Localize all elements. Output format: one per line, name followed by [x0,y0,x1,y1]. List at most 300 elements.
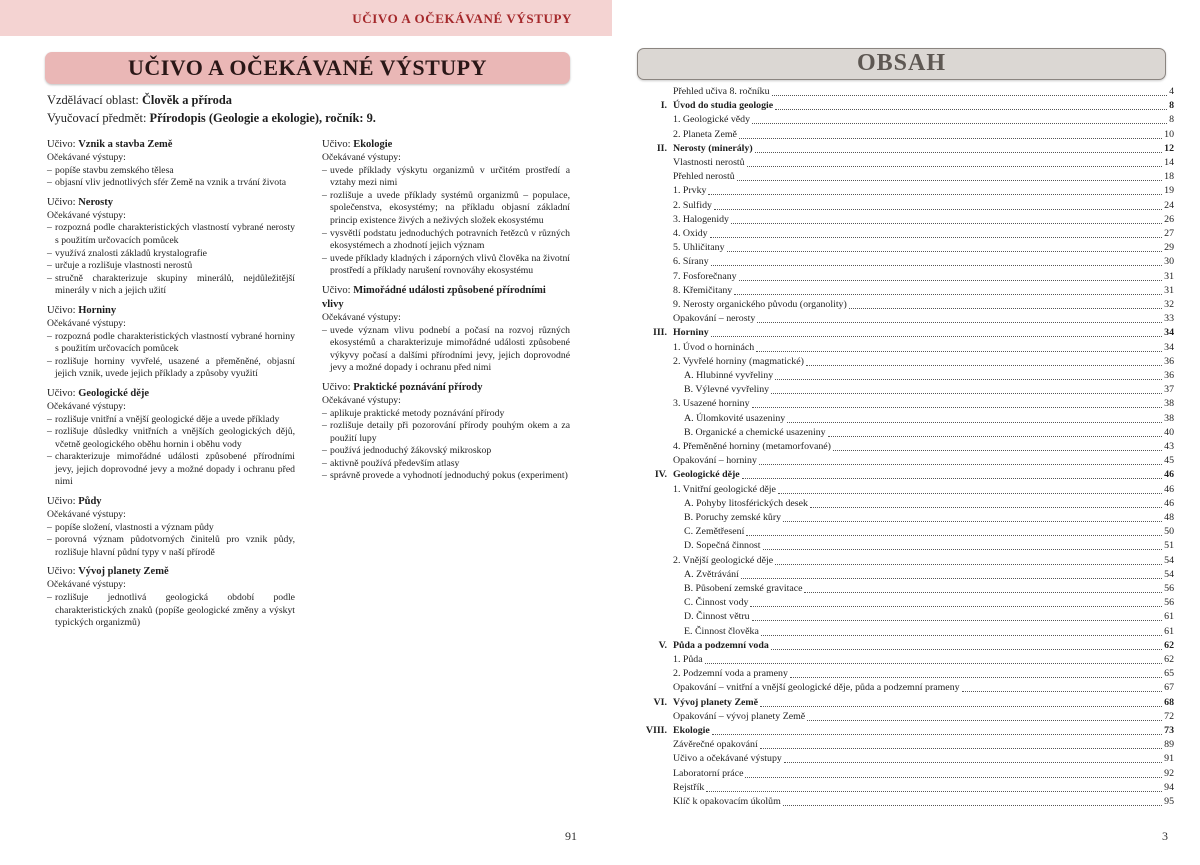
toc-entry-label: Nerosty (minerály) [673,142,753,154]
toc-entry[interactable] [660,99,1174,113]
toc-page-number: 29 [1164,242,1174,254]
outcome-item [322,190,570,228]
toc-entry[interactable] [673,554,1174,568]
dash-bullet: – [47,222,52,234]
section-title [322,381,570,395]
toc-entry-label: A. Úlomkovité usazeniny [684,412,786,424]
toc-page-number: 34 [1164,327,1174,339]
toc-entry[interactable] [684,625,1174,639]
toc-entry[interactable] [673,199,1174,213]
toc-page-number: 62 [1164,639,1174,651]
toc-entry-label: 9. Nerosty organického původu (organolity) [673,299,847,310]
education-area-value: Člověk a příroda [141,93,232,107]
toc-entry[interactable] [673,298,1174,312]
toc-entry[interactable] [673,667,1174,681]
outcome-text: rozpozná podle charakteristických vlastností vybrané nerosty s použitím určovacích pomůcek [55,222,295,246]
toc-page-number: 31 [1164,284,1174,296]
toc-entry-label: 8. Křemičitany [673,284,733,296]
section-label: Učivo: [47,387,79,399]
toc-page-number: 43 [1164,441,1174,452]
toc-page-number: 34 [1164,341,1174,353]
toc-dot-leader [706,791,1162,792]
outcome-text: určuje a rozlišuje vlastnosti nerostů [55,260,193,272]
running-header [0,0,612,36]
outcome-item [47,592,295,630]
toc-entry[interactable] [658,639,1174,653]
toc-page-number: 46 [1164,469,1174,481]
toc-dot-leader [775,379,1162,380]
outcomes-heading: Očekávané výstupy: [47,579,126,591]
toc-page-number: 61 [1164,611,1174,623]
toc-entry-label: 1. Úvod o horninách [673,341,755,353]
toc-entry[interactable] [673,752,1174,766]
toc-entry[interactable] [684,568,1174,582]
toc-entry-label: Přehled nerostů [673,171,735,183]
toc-entry-label: C. Zemětřesení [684,526,745,538]
toc-dot-leader [806,365,1162,366]
toc-page-number: 62 [1164,654,1174,665]
toc-page-number: 50 [1164,526,1174,538]
toc-entry-label: A. Hlubinné vyvřeliny [684,370,774,381]
toc-entry[interactable] [684,369,1174,383]
toc-dot-leader [737,180,1162,181]
outcome-item [47,260,295,273]
dash-bullet: – [47,451,52,463]
toc-chapter-numeral: V. [658,639,667,651]
section-label: Učivo: [47,566,79,578]
toc-entry[interactable] [656,142,1174,156]
dash-bullet: – [47,330,52,342]
toc-dot-leader [742,478,1162,479]
toc-page-number: 40 [1164,426,1174,438]
section-title [47,196,295,210]
toc-page-number: 37 [1164,384,1174,396]
toc-entry[interactable] [645,724,1174,738]
toc-entry[interactable] [673,795,1174,809]
education-area-label: Vzdělávací oblast: [47,93,142,107]
outcome-item [47,177,295,190]
toc-page-number: 38 [1164,412,1174,424]
toc-page-number: 56 [1164,597,1174,609]
toc-entry[interactable] [673,710,1174,724]
outcome-text: správně provede a vyhodnotí jednoduchý pokus (experiment) [330,470,568,482]
outcome-text: aktivně používá především atlasy [330,457,460,469]
curriculum-section [47,387,295,489]
toc-entry[interactable] [684,511,1174,525]
outcome-text: rozlišuje horniny vyvřelé, usazené a přeměněné, objasní jejich vznik, uvede jejich příklady a způsoby využití [55,355,295,380]
toc-entry-label: A. Pohyby litosférických desek [684,497,808,509]
toc-dot-leader [790,677,1162,678]
page-number-left: 91 [565,829,577,843]
toc-dot-leader [761,635,1162,636]
outcome-text: vysvětlí podstatu jednoduchých potravních řetězců v různých ekosystémech a zhodnotí jejich význam [330,227,570,252]
toc-entry[interactable] [673,156,1174,170]
section-name: Vývoj planety Země [78,566,169,578]
outcome-text: rozlišuje vnitřní a vnější geologické děje a uvede příklady [55,413,280,425]
toc-dot-leader [714,209,1162,210]
outcome-item [47,248,295,261]
toc-dot-leader [711,336,1162,337]
toc-entry[interactable] [673,113,1174,127]
outcome-text: uvede příklady kladných i záporných vlivů člověka na životní prostředí a příklady narušení rovnováhy ekosystému [330,252,570,277]
toc-page-number: 36 [1164,370,1174,381]
toc-dot-leader [784,762,1162,763]
outcome-text: rozlišuje detaily při pozorování přírody pouhým okem a za použití lupy [330,420,570,444]
toc-dot-leader [731,223,1162,224]
toc-entry-label: 2. Vyvřelé horniny (magmatické) [673,355,804,367]
toc-entry[interactable] [673,227,1174,241]
toc-dot-leader [775,564,1162,565]
dash-bullet: – [47,177,52,189]
dash-bullet: – [322,189,327,201]
toc-dot-leader [828,436,1163,437]
toc-entry-label: 2. Podzemní voda a prameny [673,668,788,680]
section-label: Učivo: [47,139,79,150]
toc-entry[interactable] [653,326,1174,340]
outcome-text: využívá znalosti základů krystalografie [55,247,207,259]
section-title [47,138,295,152]
toc-entry-label: A. Zvětrávání [684,568,739,580]
toc-entry[interactable] [684,582,1174,596]
toc-dot-leader [775,109,1167,110]
dash-bullet: – [322,164,327,176]
toc-dot-leader [708,194,1162,195]
toc-entry-label: 2. Sulfidy [673,199,712,211]
section-name: Praktické poznávání přírody [353,381,483,393]
toc-dot-leader [727,251,1163,252]
outcome-item [322,445,570,458]
toc-chapter-numeral: II. [656,142,667,154]
toc-dot-leader [752,123,1167,124]
toc-entry[interactable] [684,426,1174,440]
dash-bullet: – [322,252,327,264]
toc-entry-label: 1. Prvky [673,185,707,197]
toc-entry[interactable] [673,85,1174,99]
dash-bullet: – [322,324,327,336]
toc-dot-leader [750,606,1162,607]
toc-entry-label: E. Činnost člověka [684,625,759,637]
outcomes-heading: Očekávané výstupy: [47,509,126,521]
toc-page-number: 4 [1169,86,1174,97]
dash-bullet: – [47,272,52,284]
toc-dot-leader [752,407,1163,408]
outcome-text: aplikuje praktické metody poznávání přírody [330,407,505,419]
toc-page-number: 89 [1164,739,1174,751]
dash-bullet: – [47,426,52,438]
outcome-item [322,470,570,483]
toc-entry-label: Přehled učiva 8. ročníku [673,86,770,97]
outcome-item [322,408,570,421]
toc-page-number: 56 [1164,583,1174,594]
toc-entry-label: B. Působení zemské gravitace [684,583,803,594]
subject-value: Přírodopis (Geologie a ekologie), ročník: 9. [149,111,376,125]
outcomes-heading: Očekávané výstupy: [47,152,126,163]
outcome-text: používá jednoduchý žákovský mikroskop [330,445,492,457]
dash-bullet: – [47,521,52,533]
toc-dot-leader [759,464,1162,465]
toc-entry-label: D. Činnost větru [684,611,750,623]
toc-page-number: 65 [1164,668,1174,680]
outcome-item [47,356,295,381]
toc-entry[interactable] [684,525,1174,539]
toc-dot-leader [741,578,1162,579]
dash-bullet: – [322,407,327,419]
section-name: Geologické děje [78,387,150,399]
outcome-text: stručně charakterizuje skupiny minerálů, nejdůležitější minerály v nich a jejich užití [55,272,295,297]
toc-dot-leader [739,138,1162,139]
toc-chapter-numeral: VI. [653,696,667,708]
toc-entry[interactable] [673,270,1174,284]
outcome-text: popíše stavbu zemského tělesa [55,164,174,176]
toc-dot-leader [734,294,1162,295]
toc-entry[interactable] [673,213,1174,227]
outcome-item [47,165,295,178]
section-title [47,387,295,401]
toc-entry[interactable] [654,468,1174,482]
toc-entry[interactable] [673,454,1174,468]
toc-dot-leader [787,422,1162,423]
toc-dot-leader [756,351,1162,352]
toc-dot-leader [760,706,1162,707]
section-name: Půdy [78,496,102,508]
toc-entry[interactable] [653,696,1174,710]
outcomes-heading: Očekávané výstupy: [322,152,401,163]
outcome-text: rozpozná podle charakteristických vlastností vybrané horniny s použitím určovacích pomůcek [55,330,295,355]
outcomes-heading: Očekávané výstupy: [47,400,126,412]
curriculum-column-right [322,138,570,489]
toc-entry-label: 1. Vnitřní geologické děje [673,483,776,495]
section-label: Učivo: [47,496,79,508]
toc-entry-label: Vývoj planety Země [673,696,759,708]
outcome-item [322,165,570,190]
toc-entry-label: Horniny [673,327,709,339]
toc-chapter-numeral: III. [653,327,667,339]
outcome-item [47,522,295,535]
toc-page-number: 51 [1164,540,1174,552]
toc-entry-label: Geologické děje [673,469,740,481]
running-header-text: UČIVO A OČEKÁVANÉ VÝSTUPY [352,11,572,26]
toc-page-number: 33 [1164,313,1174,325]
dash-bullet: – [47,247,52,259]
toc-entry-label: 3. Halogenidy [673,213,729,225]
toc-entry[interactable] [673,483,1174,497]
toc-dot-leader [849,308,1162,309]
toc-page-number: 18 [1164,171,1174,183]
toc-entry[interactable] [673,781,1174,795]
section-title [322,284,570,312]
toc-entry[interactable] [673,738,1174,752]
toc-entry-label: Závěrečné opakování [673,739,758,751]
toc-entry-label: Učivo a očekávané výstupy [673,753,782,765]
toc-page-number: 95 [1164,796,1174,807]
section-title [47,565,295,579]
toc-entry[interactable] [673,255,1174,269]
toc-entry[interactable] [673,312,1174,326]
outcome-item [322,325,570,375]
toc-dot-leader [783,521,1162,522]
toc-entry-label: Laboratorní práce [673,767,744,779]
section-name: Ekologie [353,139,393,150]
toc-entry[interactable] [684,610,1174,624]
toc-entry[interactable] [673,653,1174,667]
toc-page-number: 10 [1164,128,1174,140]
toc-page-number: 94 [1164,781,1174,793]
toc-page-number: 46 [1164,497,1174,509]
outcome-text: rozlišuje jednotlivá geologická období podle charakteristických znaků (popíše geologické změny a výskyt typických organizmů) [55,592,295,629]
outcome-text: rozlišuje důsledky vnitřních a vnějších geologických dějů, včetně geologického oběhu hornin i oběhu vody [55,426,295,450]
curriculum-section [47,196,295,298]
toc-dot-leader [772,95,1168,96]
toc-entry[interactable] [673,184,1174,198]
toc-dot-leader [712,734,1162,735]
toc-entry[interactable] [673,355,1174,369]
toc-entry[interactable] [684,596,1174,610]
toc-page-number: 73 [1164,725,1174,736]
toc-dot-leader [710,237,1163,238]
outcome-text: objasní vliv jednotlivých sfér Země na vznik a trvání života [55,177,287,189]
section-title [47,304,295,318]
toc-entry-label: 3. Usazené horniny [673,398,750,410]
toc-page-number: 31 [1164,270,1174,282]
toc-dot-leader [745,777,1162,778]
curriculum-section [322,284,570,375]
dash-bullet: – [47,355,52,367]
toc-entry-label: D. Sopečná činnost [684,540,761,552]
toc-entry[interactable] [684,539,1174,553]
dash-bullet: – [47,164,52,176]
toc-dot-leader [807,720,1162,721]
section-name: Vznik a stavba Země [78,139,173,150]
toc-entry-label: Opakování – nerosty [673,313,756,325]
toc-chapter-numeral: VIII. [645,725,667,736]
toc-page-number: 72 [1164,710,1174,722]
section-name: Nerosty [78,196,113,208]
toc-entry-label: Opakování – vnitřní a vnější geologické děje, půda a podzemní prameny [673,682,960,694]
toc-entry[interactable] [684,497,1174,511]
outcome-item [47,426,295,451]
section-label: Učivo: [322,139,354,150]
toc-entry[interactable] [673,440,1174,454]
subject [47,111,376,126]
toc-page-number: 92 [1164,767,1174,779]
curriculum-section [47,138,295,190]
toc-dot-leader [752,620,1163,621]
outcome-text: porovná význam půdotvorných činitelů pro vznik půdy, rozlišuje hlavní půdní typy v naší přírodě [55,534,295,558]
curriculum-section [47,565,295,629]
outcome-text: popíše složení, vlastnosti a význam půdy [55,521,214,533]
toc-page-number: 36 [1164,355,1174,367]
toc-dot-leader [705,663,1163,664]
toc-entry[interactable] [673,767,1174,781]
toc-page-number: 14 [1164,157,1174,168]
toc-dot-leader [783,805,1162,806]
toc-entry[interactable] [673,397,1174,411]
outcomes-heading: Očekávané výstupy: [47,209,126,221]
toc-entry[interactable] [673,284,1174,298]
toc-page-number: 27 [1164,228,1174,239]
dash-bullet: – [47,592,52,604]
right-page [612,0,1200,865]
toc-entry[interactable] [673,241,1174,255]
toc-entry[interactable] [684,383,1174,397]
outcome-text: uvede příklady výskytu organizmů v určitém prostředí a vztahy mezi nimi [330,164,570,189]
toc-page-number: 61 [1164,625,1174,637]
toc-dot-leader [804,592,1162,593]
toc-entry-label: B. Výlevné vyvřeliny [684,384,770,396]
toc-entry-label: 7. Fosforečnany [673,270,737,282]
section-name: Mimořádné události způsobené přírodními vlivy [322,284,546,310]
toc-dot-leader [711,265,1162,266]
curriculum-column-left [47,138,295,636]
toc-page-number: 91 [1164,753,1174,765]
section-label: Učivo: [322,381,354,393]
toc-entry-label: 6. Sírany [673,256,709,268]
toc-entry[interactable] [684,412,1174,426]
section-name: Horniny [78,304,117,316]
toc-title: OBSAH [856,50,947,76]
outcome-text: uvede význam vlivu podnebí a počasí na rozvoj různých ekosystémů a charakterizuje mimořádné události způsobené výkyvy počasí a dalšími přírodními jevy, jejich doprovodné jevy a možné dopady i ochranu před nimi [330,324,570,374]
toc-page-number: 54 [1164,568,1174,580]
section-title [322,138,570,152]
dash-bullet: – [322,457,327,469]
toc-entry-label: B. Organické a chemické usazeniny [684,426,826,438]
toc-entry-label: Úvod do studia geologie [673,100,774,112]
toc-entry-label: 2. Planeta Země [673,128,737,140]
toc-entry-label: Opakování – horniny [673,455,757,467]
toc-page-number: 8 [1169,100,1174,112]
toc-chapter-numeral: IV. [654,469,667,481]
toc-dot-leader [739,280,1163,281]
outcome-item [47,414,295,427]
outcome-item [322,228,570,253]
toc-page-number: 68 [1164,696,1174,708]
outcome-text: charakterizuje mimořádné události způsobené přírodními jevy, jejich doprovodné jevy a možné dopady i ochranu před nimi [55,451,295,488]
dash-bullet: – [322,470,327,482]
toc-entry[interactable] [673,170,1174,184]
toc-page-number: 46 [1164,483,1174,495]
toc-dot-leader [833,450,1162,451]
toc-chapter-numeral: I. [660,100,667,112]
dash-bullet: – [322,420,327,432]
dash-bullet: – [47,534,52,546]
toc-entry[interactable] [673,341,1174,355]
toc-dot-leader [771,393,1162,394]
toc-page-number: 54 [1164,554,1174,566]
toc-page-number: 38 [1164,398,1174,410]
dash-bullet: – [322,227,327,239]
outcome-item [47,534,295,559]
toc-page-number: 32 [1164,299,1174,310]
page-title-box [45,52,570,84]
toc-entry-label: Rejstřík [673,781,705,793]
outcome-item [47,331,295,356]
toc-entry-label: 2. Vnější geologické děje [673,554,774,566]
toc-dot-leader [763,549,1163,550]
toc-dot-leader [778,493,1162,494]
outcomes-heading: Očekávané výstupy: [322,311,401,323]
outcome-item [322,420,570,445]
toc-entry[interactable] [673,128,1174,142]
toc-dot-leader [962,691,1163,692]
section-label: Učivo: [47,304,79,316]
toc-dot-leader [747,166,1163,167]
toc-page-number: 19 [1164,185,1174,197]
toc-entry-label: 4. Přeměněné horniny (metamorfované) [673,441,831,452]
toc-entry-label: 5. Uhličitany [673,242,725,254]
toc-entry[interactable] [673,681,1174,695]
dash-bullet: – [322,445,327,457]
toc-page-number: 45 [1164,455,1174,467]
